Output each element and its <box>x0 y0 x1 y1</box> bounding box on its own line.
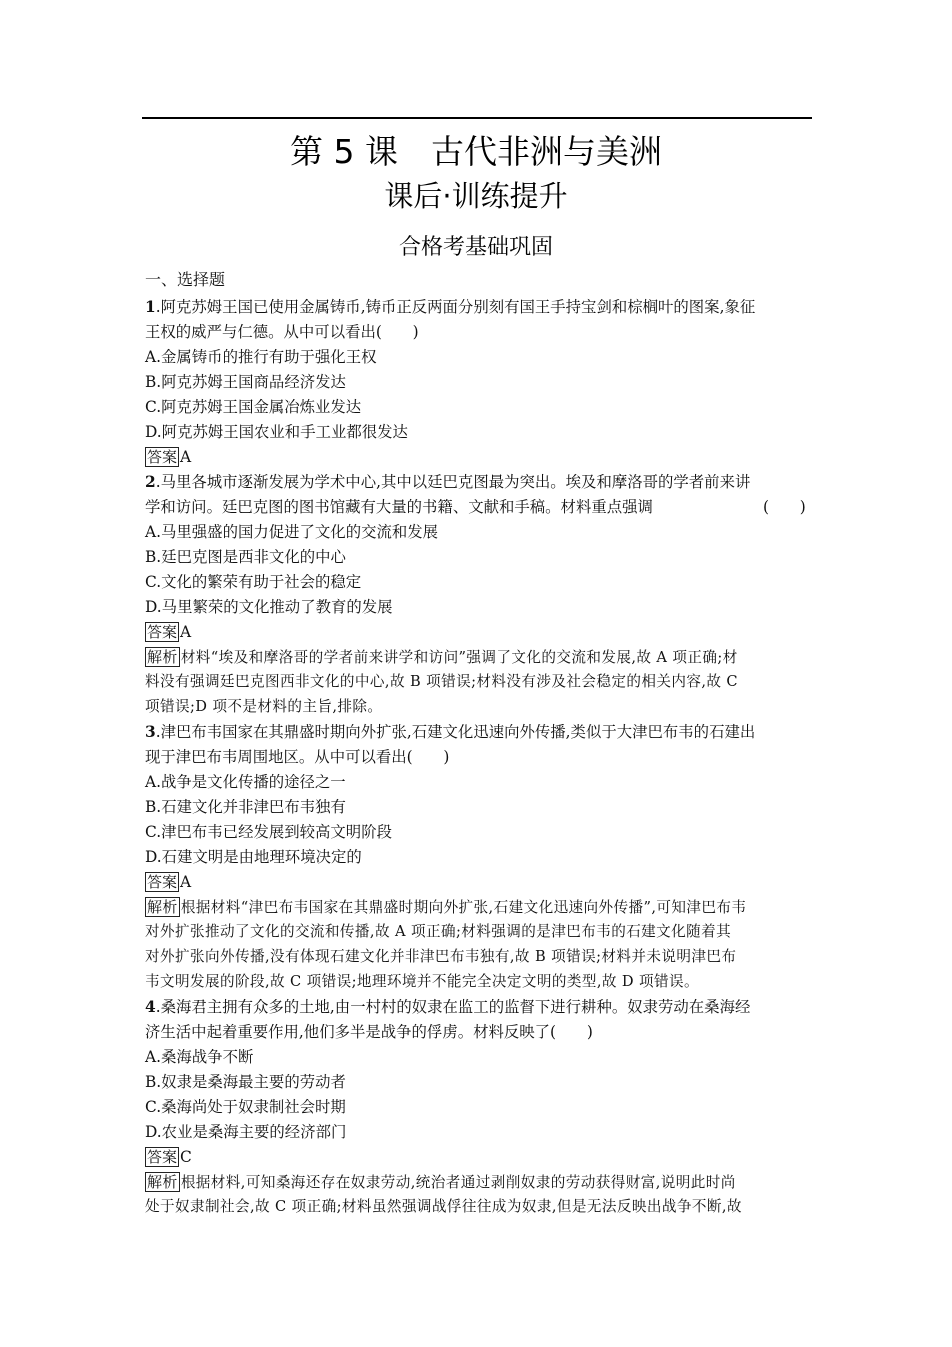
question-number: 2 <box>145 473 156 491</box>
question-4-option-d: D.农业是桑海主要的经济部门 <box>145 1123 347 1141</box>
question-1-option-d: D.阿克苏姆王国农业和手工业都很发达 <box>145 423 408 441</box>
lesson-subtitle: 课后·训练提升 <box>384 179 568 213</box>
question-2-analysis-line-3: 项错误;D 项不是材料的主旨,排除。 <box>145 698 383 715</box>
question-2-analysis-line-2: 料没有强调廷巴克图西非文化的中心,故 B 项错误;材料没有涉及社会稳定的相关内容,故 C <box>145 673 738 690</box>
question-1-answer <box>145 447 191 467</box>
question-number: 4 <box>145 998 156 1016</box>
question-4-stem-line-2: 济生活中起着重要作用,他们多半是战争的俘虏。材料反映了( ) <box>145 1023 593 1041</box>
answer-value: A <box>180 623 192 641</box>
question-3-analysis-line-3: 对外扩张向外传播,没有体现石建文化并非津巴布韦独有,故 B 项错误;材料并未说明津巴布 <box>145 948 737 965</box>
question-3-option-c: C.津巴布韦已经发展到较高文明阶段 <box>145 823 392 841</box>
question-3-answer <box>145 872 191 892</box>
question-2-answer <box>145 622 191 642</box>
question-2-option-d: D.马里繁荣的文化推动了教育的发展 <box>145 598 393 616</box>
analysis-label: 解析 <box>147 898 178 916</box>
analysis-label: 解析 <box>147 1173 178 1191</box>
question-1-option-a: A.金属铸币的推行有助于强化王权 <box>145 348 377 366</box>
answer-label: 答案 <box>147 1148 178 1166</box>
question-number: 3 <box>145 723 156 741</box>
question-3-option-d: D.石建文明是由地理环境决定的 <box>145 848 362 866</box>
question-1-option-c: C.阿克苏姆王国金属冶炼业发达 <box>145 398 362 416</box>
question-4-stem-line-1: 4.桑海君主拥有众多的土地,由一村村的奴隶在监工的监督下进行耕种。奴隶劳动在桑海经 <box>145 998 751 1016</box>
question-2-option-c: C.文化的繁荣有助于社会的稳定 <box>145 573 362 591</box>
answer-label: 答案 <box>147 448 178 466</box>
question-1-stem-line-2: 王权的威严与仁德。从中可以看出( ) <box>145 323 419 341</box>
question-3-analysis-line-1: 解析 根据材料“津巴布韦国家在其鼎盛时期向外扩张,石建文化迅速向外传播”,可知津巴布韦 <box>147 898 747 916</box>
answer-label: 答案 <box>147 873 178 891</box>
question-4-option-a: A.桑海战争不断 <box>145 1048 254 1066</box>
answer-value: A <box>180 448 192 466</box>
question-3-option-b: B.石建文化并非津巴布韦独有 <box>145 798 346 816</box>
question-3-option-a: A.战争是文化传播的途径之一 <box>145 773 346 791</box>
top-rule <box>142 117 812 119</box>
answer-value: A <box>180 873 192 891</box>
question-3-analysis-line-2: 对外扩张推动了文化的交流和传播,故 A 项正确;材料强调的是津巴布韦的石建文化随着其 <box>145 923 732 940</box>
section-title: 合格考基础巩固 <box>398 235 553 260</box>
question-1-stem-line-1: 1.阿克苏姆王国已使用金属铸币,铸币正反两面分别刻有国王手持宝剑和棕榈叶的图案,象征 <box>145 298 756 316</box>
question-1-option-b: B.阿克苏姆王国商品经济发达 <box>145 373 346 391</box>
answer-value: C <box>180 1148 192 1166</box>
answer-label: 答案 <box>147 623 178 641</box>
question-4-analysis-line-1: 解析 根据材料,可知桑海还存在奴隶劳动,统治者通过剥削奴隶的劳动获得财富,说明此时尚 <box>147 1173 736 1191</box>
question-4-option-b: B.奴隶是桑海最主要的劳动者 <box>145 1073 346 1091</box>
question-2-option-b: B.廷巴克图是西非文化的中心 <box>145 548 346 566</box>
part-heading: 一、选择题 <box>145 270 226 289</box>
question-2-analysis-line-1: 解析 材料“埃及和摩洛哥的学者前来讲学和访问”强调了文化的交流和发展,故 A 项正确;材 <box>147 648 738 666</box>
analysis-label: 解析 <box>147 648 178 666</box>
question-4-analysis-line-2: 处于奴隶制社会,故 C 项正确;材料虽然强调战俘往往成为奴隶,但是无法反映出战争不断,故 <box>145 1198 742 1215</box>
question-4-option-c: C.桑海尚处于奴隶制社会时期 <box>145 1098 346 1116</box>
question-3-stem-line-2: 现于津巴布韦周围地区。从中可以看出( ) <box>145 748 450 766</box>
question-3-analysis-line-4: 韦文明发展的阶段,故 C 项错误;地理环境并不能完全决定文明的类型,故 D 项错误。 <box>145 973 700 990</box>
question-2-option-a: A.马里强盛的国力促进了文化的交流和发展 <box>145 523 439 541</box>
question-4-answer <box>145 1147 192 1167</box>
lesson-title: 第 5 课 古代非洲与美洲 <box>290 132 662 171</box>
question-2-stem-line-1: 2.马里各城市逐渐发展为学术中心,其中以廷巴克图最为突出。埃及和摩洛哥的学者前来讲 <box>145 473 751 491</box>
question-2-stem-line-2: 学和访问。廷巴克图的图书馆藏有大量的书籍、文献和手稿。材料重点强调 <box>145 498 653 516</box>
question-3-stem-line-1: 3.津巴布韦国家在其鼎盛时期向外扩张,石建文化迅速向外传播,类似于大津巴布韦的石建出 <box>145 723 756 741</box>
question-2-answer-blank: ( ) <box>763 498 806 516</box>
question-number: 1 <box>145 298 156 316</box>
